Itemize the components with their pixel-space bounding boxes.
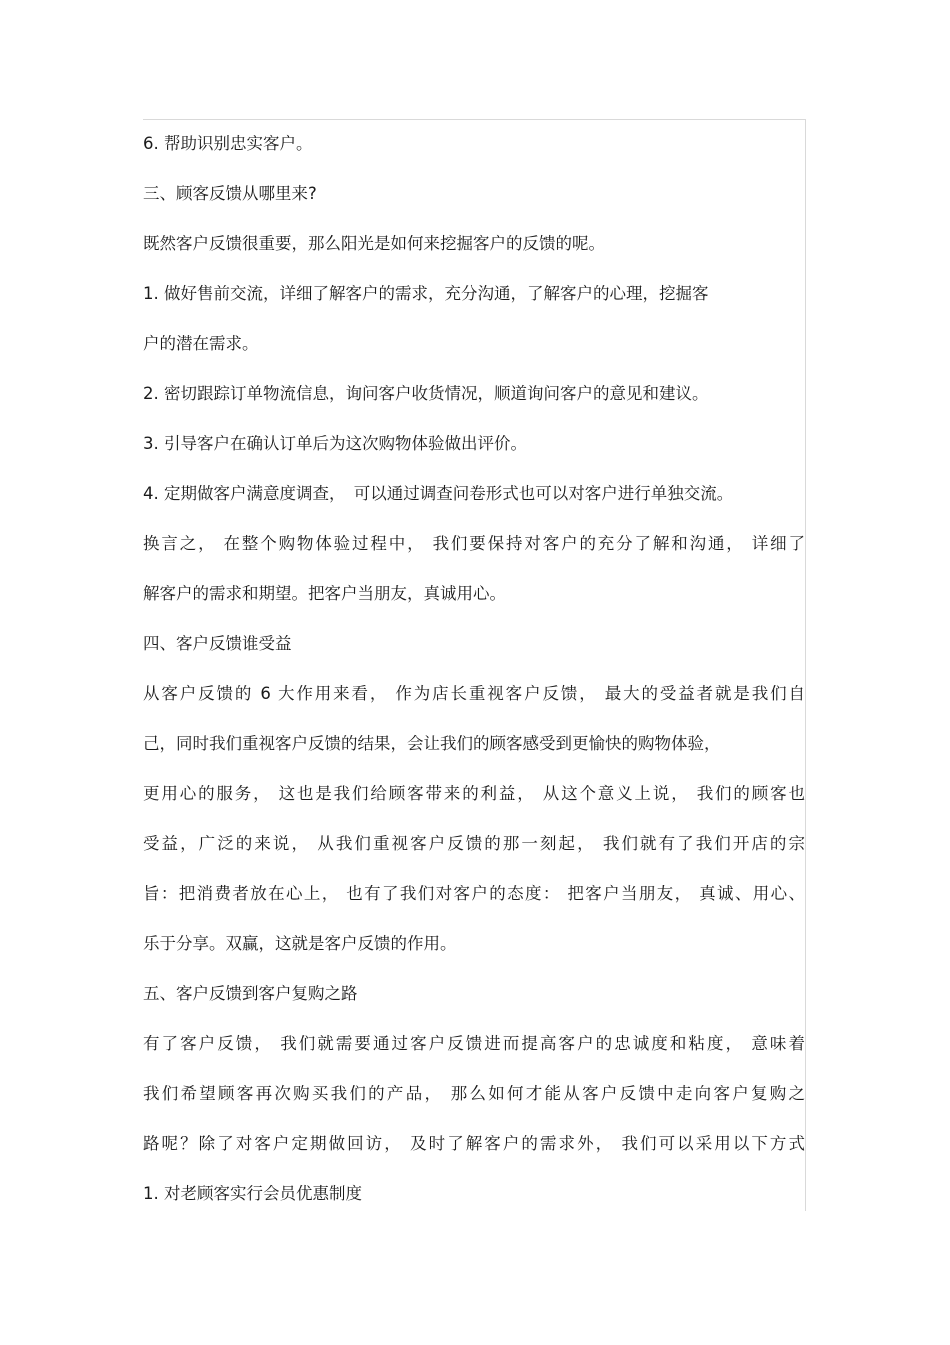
paragraph-line: 更用心的服务， 这也是我们给顾客带来的利益， 从这个意义上说， 我们的顾客也 [143, 784, 805, 803]
list-item-1: 1. 对老顾客实行会员优惠制度 [143, 1184, 362, 1203]
paragraph-line: 路呢？除了对客户定期做回访， 及时了解客户的需求外， 我们可以采用以下方式 [143, 1134, 805, 1153]
paragraph-line: 户的潜在需求。 [143, 334, 259, 353]
list-item-3: 3. 引导客户在确认订单后为这次购物体验做出评价。 [143, 434, 527, 453]
list-item-6: 6. 帮助识别忠实客户。 [143, 134, 313, 153]
paragraph-line: 己，同时我们重视客户反馈的结果，会让我们的顾客感受到更愉快的购物体验， [143, 734, 721, 753]
paragraph-line: 旨：把消费者放在心上， 也有了我们对客户的态度： 把客户当朋友， 真诚、用心、 [143, 884, 805, 903]
list-item-1: 1. 做好售前交流，详细了解客户的需求，充分沟通，了解客户的心理，挖掘客 [143, 284, 709, 303]
list-item-2: 2. 密切跟踪订单物流信息，询问客户收货情况，顺道询问客户的意见和建议。 [143, 384, 709, 403]
paragraph-line: 既然客户反馈很重要，那么阳光是如何来挖掘客户的反馈的呢。 [143, 234, 605, 253]
section-heading-3: 三、顾客反馈从哪里来? [143, 184, 317, 203]
paragraph-line: 乐于分享。双赢，这就是客户反馈的作用。 [143, 934, 457, 953]
section-heading-5: 五、客户反馈到客户复购之路 [143, 984, 358, 1003]
paragraph-line: 换言之， 在整个购物体验过程中， 我们要保持对客户的充分了解和沟通， 详细了 [143, 534, 805, 553]
paragraph-line: 解客户的需求和期望。把客户当朋友，真诚用心。 [143, 584, 506, 603]
paragraph-line: 我们希望顾客再次购买我们的产品， 那么如何才能从客户反馈中走向客户复购之 [143, 1084, 805, 1103]
paragraph-line: 受益，广泛的来说， 从我们重视客户反馈的那一刻起， 我们就有了我们开店的宗 [143, 834, 805, 853]
paragraph-line: 有了客户反馈， 我们就需要通过客户反馈进而提高客户的忠诚度和粘度， 意味着 [143, 1034, 805, 1053]
document-body [143, 119, 805, 1219]
list-item-4: 4. 定期做客户满意度调查， 可以通过调查问卷形式也可以对客户进行单独交流。 [143, 484, 734, 503]
section-heading-4: 四、客户反馈谁受益 [143, 634, 292, 653]
paragraph-line: 从客户反馈的 6 大作用来看， 作为店长重视客户反馈， 最大的受益者就是我们自 [143, 684, 805, 703]
